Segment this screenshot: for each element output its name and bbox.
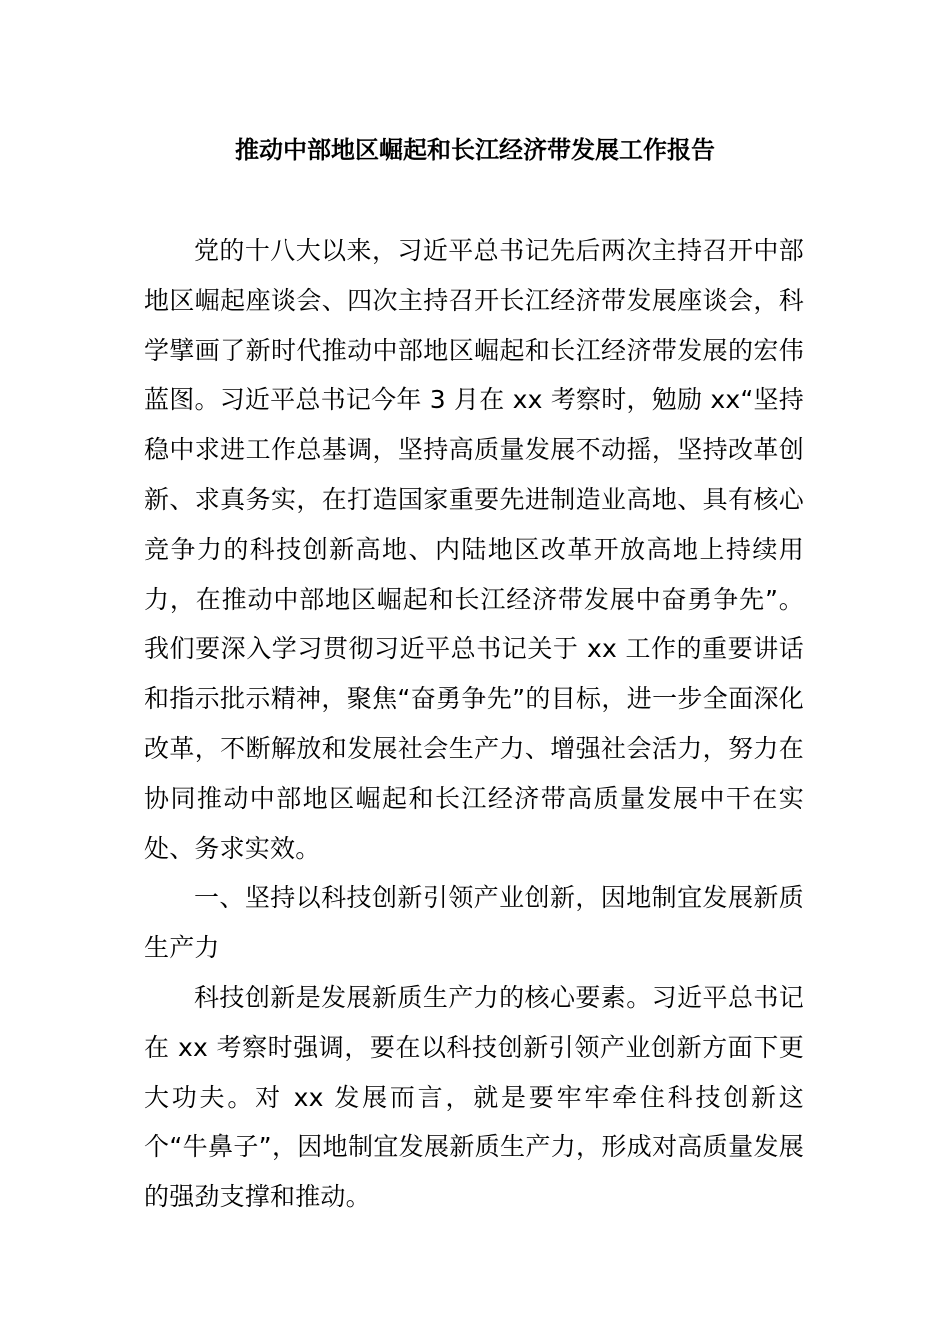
document-body xyxy=(144,226,804,1222)
paragraph-section-1: 科技创新是发展新质生产力的核心要素。习近平总书记在 xx 考察时强调，要在以科技创新引领产业创新方面下更大功夫。对 xx 发展而言，就是要牢牢牵住科技创新这个“牛鼻子”，因地制宜发展新质生产力，形成对高质量发展的强劲支撑和推动。 xyxy=(144,982,804,1212)
section-heading-1: 一、坚持以科技创新引领产业创新，因地制宜发展新质生产力 xyxy=(144,883,804,963)
document-title: 推动中部地区崛起和长江经济带发展工作报告 xyxy=(235,136,715,164)
paragraph-intro: 党的十八大以来，习近平总书记先后两次主持召开中部地区崛起座谈会、四次主持召开长江经济带发展座谈会，科学擘画了新时代推动中部地区崛起和长江经济带发展的宏伟蓝图。习近平总书记今年 3 月在 xx 考察时，勉励 xx“坚持稳中求进工作总基调，坚持高质量发展不动摇，坚持改革创新、求真务实，在打造国家重要先进制造业高地、具有核心竞争力的科技创新高地、内陆地区改革开放高地上持续用力，在推动中部地区崛起和长江经济带发展中奋勇争先”。我们要深入学习贯彻习近平总书记关于 xx 工作的重要讲话和指示批示精神，聚焦“奋勇争先”的目标，进一步全面深化改革，不断解放和发展社会生产力、增强社会活力，努力在协同推动中部地区崛起和长江经济带高质量发展中干在实处、务求实效。 xyxy=(144,236,804,863)
